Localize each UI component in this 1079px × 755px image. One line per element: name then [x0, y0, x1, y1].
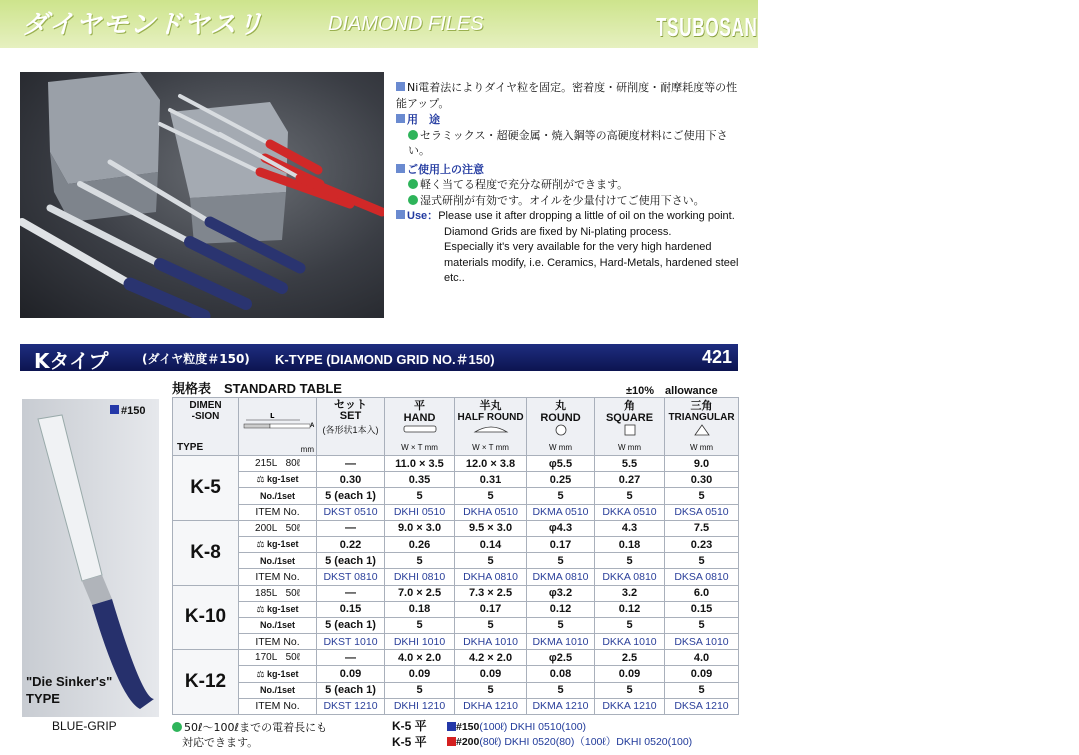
qty-cell: 5: [527, 553, 595, 569]
weight-cell: 0.35: [385, 472, 455, 488]
item-row: [173, 569, 739, 585]
type-cell: K-5: [173, 456, 239, 521]
item-number-cell: DKMA 1210: [527, 698, 595, 714]
weight-cell: 0.27: [595, 472, 665, 488]
set-dim-cell: ―: [317, 520, 385, 536]
qty-cell: 5: [385, 682, 455, 698]
quantity-row: [173, 617, 739, 633]
half-round-header: 半丸 HALF ROUND W × T mm: [455, 398, 527, 456]
dim-cell: 6.0: [665, 585, 739, 601]
scale-icon: ⚖: [256, 474, 265, 485]
k-type-title: Kタイプ: [34, 349, 109, 373]
grit-label: #150: [110, 405, 145, 417]
standard-table: [172, 397, 739, 715]
item-label: ITEM No.: [239, 698, 317, 714]
set-header: セット SET (各形状1本入): [317, 398, 385, 456]
item-number-cell: DKMA 0810: [527, 569, 595, 585]
use-en-3: Especially it's very available for the very high hardened materials modify, i.e. Ceramics, Hard-Metals, hardened steel etc..: [444, 241, 739, 284]
svg-text:L: L: [269, 412, 274, 420]
item-label: ITEM No.: [239, 634, 317, 650]
triangular-header: 三角 TRIANGULAR W mm: [665, 398, 739, 456]
qty-cell: 5: [385, 488, 455, 504]
dim-cell: 7.0 × 2.5: [385, 585, 455, 601]
item-number-cell: DKKA 0810: [595, 569, 665, 585]
weight-label: ⚖ kg-1set: [239, 601, 317, 617]
diamond-files-image: [20, 72, 384, 318]
dimension-row: [173, 520, 739, 536]
square-bullet-icon: [396, 210, 405, 219]
qty-label: No./1set: [239, 488, 317, 504]
dim-cell: 4.3: [595, 520, 665, 536]
weight-cell: 0.30: [317, 472, 385, 488]
qty-cell: 5: [595, 682, 665, 698]
qty-cell: 5: [455, 682, 527, 698]
footer-variants: #150(100ℓ) DKHI 0510(100) #200(80ℓ) DKHI 0520(80)（100ℓ）DKHI 0520(100): [447, 720, 692, 750]
qty-cell: 5: [665, 682, 739, 698]
die-sinker-label: "Die Sinker's" TYPE: [26, 674, 113, 706]
length-cell: 200L 50ℓ: [239, 520, 317, 536]
dim-cell: 4.0: [665, 650, 739, 666]
svg-text:A: A: [309, 423, 314, 429]
round-header: 丸 ROUND W mm: [527, 398, 595, 456]
table-title: 規格表 STANDARD TABLE: [172, 381, 342, 396]
use-en-section: Use：Please use it after dropping a little of oil on the working point.: [396, 209, 741, 225]
weight-cell: 0.09: [317, 666, 385, 682]
weight-cell: 0.15: [317, 601, 385, 617]
set-dim-cell: ―: [317, 585, 385, 601]
footer-note: 50ℓ～100ℓまでの電着長にも 対応できます。: [172, 720, 327, 750]
weight-cell: 0.18: [595, 536, 665, 552]
item-label: ITEM No.: [239, 569, 317, 585]
caution-1: 軽く当てる程度で充分な研削ができます。: [396, 177, 741, 193]
dim-cell: 5.5: [595, 456, 665, 472]
green-dot-icon: [172, 722, 182, 732]
weight-cell: 0.08: [527, 666, 595, 682]
dim-cell: 4.2 × 2.0: [455, 650, 527, 666]
k-type-en: K-TYPE (DIAMOND GRID NO.＃150): [275, 352, 495, 367]
green-dot-icon: [408, 195, 418, 205]
weight-label: ⚖ kg-1set: [239, 472, 317, 488]
scale-icon: ⚖: [256, 668, 265, 679]
weight-cell: 0.09: [595, 666, 665, 682]
dim-cell: 9.0 × 3.0: [385, 520, 455, 536]
flat-shape-icon: [402, 424, 438, 434]
qty-label: No./1set: [239, 617, 317, 633]
weight-label: ⚖ kg-1set: [239, 536, 317, 552]
weight-cell: 0.09: [665, 666, 739, 682]
dim-cell: 7.3 × 2.5: [455, 585, 527, 601]
item-number-cell: DKSA 1010: [665, 634, 739, 650]
caution-section: ご使用上の注意: [396, 162, 741, 178]
item-number-cell: DKMA 1010: [527, 634, 595, 650]
quantity-row: [173, 682, 739, 698]
weight-cell: 0.26: [385, 536, 455, 552]
qty-cell: 5: [455, 553, 527, 569]
item-number-cell: DKHI 1210: [385, 698, 455, 714]
square-bullet-icon: [396, 164, 405, 173]
weight-label: ⚖ kg-1set: [239, 666, 317, 682]
dim-cell: 7.5: [665, 520, 739, 536]
green-dot-icon: [408, 179, 418, 189]
type-cell: K-8: [173, 520, 239, 585]
weight-row: [173, 472, 739, 488]
allowance-note: ±10% allowance: [626, 385, 718, 397]
item-number-cell: DKST 0810: [317, 569, 385, 585]
type-cell: K-10: [173, 585, 239, 650]
qty-cell: 5: [665, 617, 739, 633]
set-dim-cell: ―: [317, 650, 385, 666]
item-number-cell: DKST 1010: [317, 634, 385, 650]
weight-cell: 0.30: [665, 472, 739, 488]
blue-square-icon: [447, 722, 456, 731]
dimension-header: DIMEN -SION TYPE: [173, 398, 239, 456]
description-block: [396, 80, 741, 287]
length-cell: 215L 80ℓ: [239, 456, 317, 472]
scale-icon: ⚖: [256, 539, 265, 550]
qty-cell: 5: [665, 553, 739, 569]
use-text: セラミックス・超硬金属・焼入鋼等の高硬度材料にご使用下さい。: [408, 128, 728, 157]
weight-cell: 0.25: [527, 472, 595, 488]
item-number-cell: DKSA 1210: [665, 698, 739, 714]
k-type-bar: [20, 344, 738, 371]
red-square-icon: [447, 737, 456, 746]
product-photo: [20, 72, 384, 318]
item-number-cell: DKHI 0810: [385, 569, 455, 585]
square-shape-icon: [623, 424, 637, 436]
dim-cell: 2.5: [595, 650, 665, 666]
table-body: [173, 456, 739, 715]
dim-cell: 11.0 × 3.5: [385, 456, 455, 472]
item-number-cell: DKHI 1010: [385, 634, 455, 650]
quantity-row: [173, 553, 739, 569]
qty-cell: 5: [527, 617, 595, 633]
item-number-cell: DKHA 1210: [455, 698, 527, 714]
header-banner: [0, 0, 758, 48]
footer-k5: K-5 平 K-5 平: [392, 719, 427, 749]
qty-label: No./1set: [239, 553, 317, 569]
square-bullet-icon: [396, 82, 405, 91]
qty-cell: 5 (each 1): [317, 617, 385, 633]
use-en-2: Diamond Grids are fixed by Ni-plating process.: [444, 225, 672, 238]
weight-cell: 0.12: [527, 601, 595, 617]
dim-cell: 4.0 × 2.0: [385, 650, 455, 666]
item-number-cell: DKST 0510: [317, 504, 385, 520]
caution-2: 湿式研削が有効です。オイルを少量付けてご使用下さい。: [396, 193, 741, 209]
length-cell: 185L 50ℓ: [239, 585, 317, 601]
weight-row: [173, 536, 739, 552]
qty-cell: 5 (each 1): [317, 682, 385, 698]
item-row: [173, 504, 739, 520]
item-number-cell: DKSA 0810: [665, 569, 739, 585]
page-title-en: DIAMOND FILES: [328, 13, 484, 35]
qty-cell: 5: [527, 488, 595, 504]
qty-cell: 5 (each 1): [317, 553, 385, 569]
half-round-shape-icon: [473, 424, 509, 434]
weight-row: [173, 666, 739, 682]
qty-cell: 5: [665, 488, 739, 504]
item-number-cell: DKSA 0510: [665, 504, 739, 520]
dim-cell: 9.5 × 3.0: [455, 520, 527, 536]
qty-cell: 5: [595, 617, 665, 633]
blue-grip-file-image: [22, 399, 159, 717]
type-cell: K-12: [173, 650, 239, 715]
quantity-row: [173, 488, 739, 504]
qty-cell: 5: [595, 553, 665, 569]
item-number-cell: DKMA 0510: [527, 504, 595, 520]
dim-cell: 9.0: [665, 456, 739, 472]
page-number: 421: [701, 347, 732, 367]
weight-cell: 0.09: [455, 666, 527, 682]
item-number-cell: DKHA 0510: [455, 504, 527, 520]
brand-logo: TSUBOSAN: [656, 12, 758, 42]
weight-cell: 0.17: [455, 601, 527, 617]
table-header-row: [173, 398, 739, 456]
dim-cell: φ2.5: [527, 650, 595, 666]
item-number-cell: DKHA 0810: [455, 569, 527, 585]
item-number-cell: DKST 1210: [317, 698, 385, 714]
item-number-cell: DKHI 0510: [385, 504, 455, 520]
blue-grip-label: BLUE-GRIP: [52, 719, 117, 733]
item-label: ITEM No.: [239, 504, 317, 520]
dim-cell: 12.0 × 3.8: [455, 456, 527, 472]
item-row: [173, 634, 739, 650]
item-number-cell: DKKA 0510: [595, 504, 665, 520]
qty-cell: 5: [527, 682, 595, 698]
qty-cell: 5: [455, 488, 527, 504]
dim-cell: 3.2: [595, 585, 665, 601]
square-bullet-icon: [396, 114, 405, 123]
desc-line-1: Ni電着法によりダイヤ粒を固定。密着度・研削度・耐摩耗度等の性能アップ。: [396, 81, 738, 110]
triangle-shape-icon: [694, 424, 710, 436]
qty-cell: 5: [385, 553, 455, 569]
dimension-row: [173, 456, 739, 472]
weight-cell: 0.12: [595, 601, 665, 617]
scale-icon: ⚖: [256, 603, 265, 614]
weight-cell: 0.17: [527, 536, 595, 552]
round-shape-icon: [554, 424, 568, 436]
weight-cell: 0.22: [317, 536, 385, 552]
item-number-cell: DKKA 1010: [595, 634, 665, 650]
weight-cell: 0.18: [385, 601, 455, 617]
weight-cell: 0.14: [455, 536, 527, 552]
hand-header: 平 HAND W × T mm: [385, 398, 455, 456]
blue-square-icon: [110, 405, 119, 414]
dim-cell: φ5.5: [527, 456, 595, 472]
weight-row: [173, 601, 739, 617]
qty-label: No./1set: [239, 682, 317, 698]
dim-cell: φ3.2: [527, 585, 595, 601]
set-dim-cell: ―: [317, 456, 385, 472]
weight-cell: 0.23: [665, 536, 739, 552]
qty-cell: 5: [595, 488, 665, 504]
weight-cell: 0.15: [665, 601, 739, 617]
qty-cell: 5 (each 1): [317, 488, 385, 504]
weight-cell: 0.09: [385, 666, 455, 682]
green-dot-icon: [408, 130, 418, 140]
qty-cell: 5: [455, 617, 527, 633]
item-row: [173, 698, 739, 714]
use-section: 用 途: [396, 112, 741, 128]
side-product-photo: [22, 399, 159, 717]
weight-cell: 0.31: [455, 472, 527, 488]
grit-jp: (ダイヤ粒度＃150): [142, 352, 250, 366]
square-header: 角 SQUARE W mm: [595, 398, 665, 456]
qty-cell: 5: [385, 617, 455, 633]
length-cell: 170L 50ℓ: [239, 650, 317, 666]
page-title-jp: ダイヤモンドヤスリ: [22, 10, 264, 40]
dim-cell: φ4.3: [527, 520, 595, 536]
dimension-row: [173, 585, 739, 601]
item-number-cell: DKKA 1210: [595, 698, 665, 714]
item-number-cell: DKHA 1010: [455, 634, 527, 650]
dimension-row: [173, 650, 739, 666]
length-diagram: L A mm: [239, 398, 317, 456]
